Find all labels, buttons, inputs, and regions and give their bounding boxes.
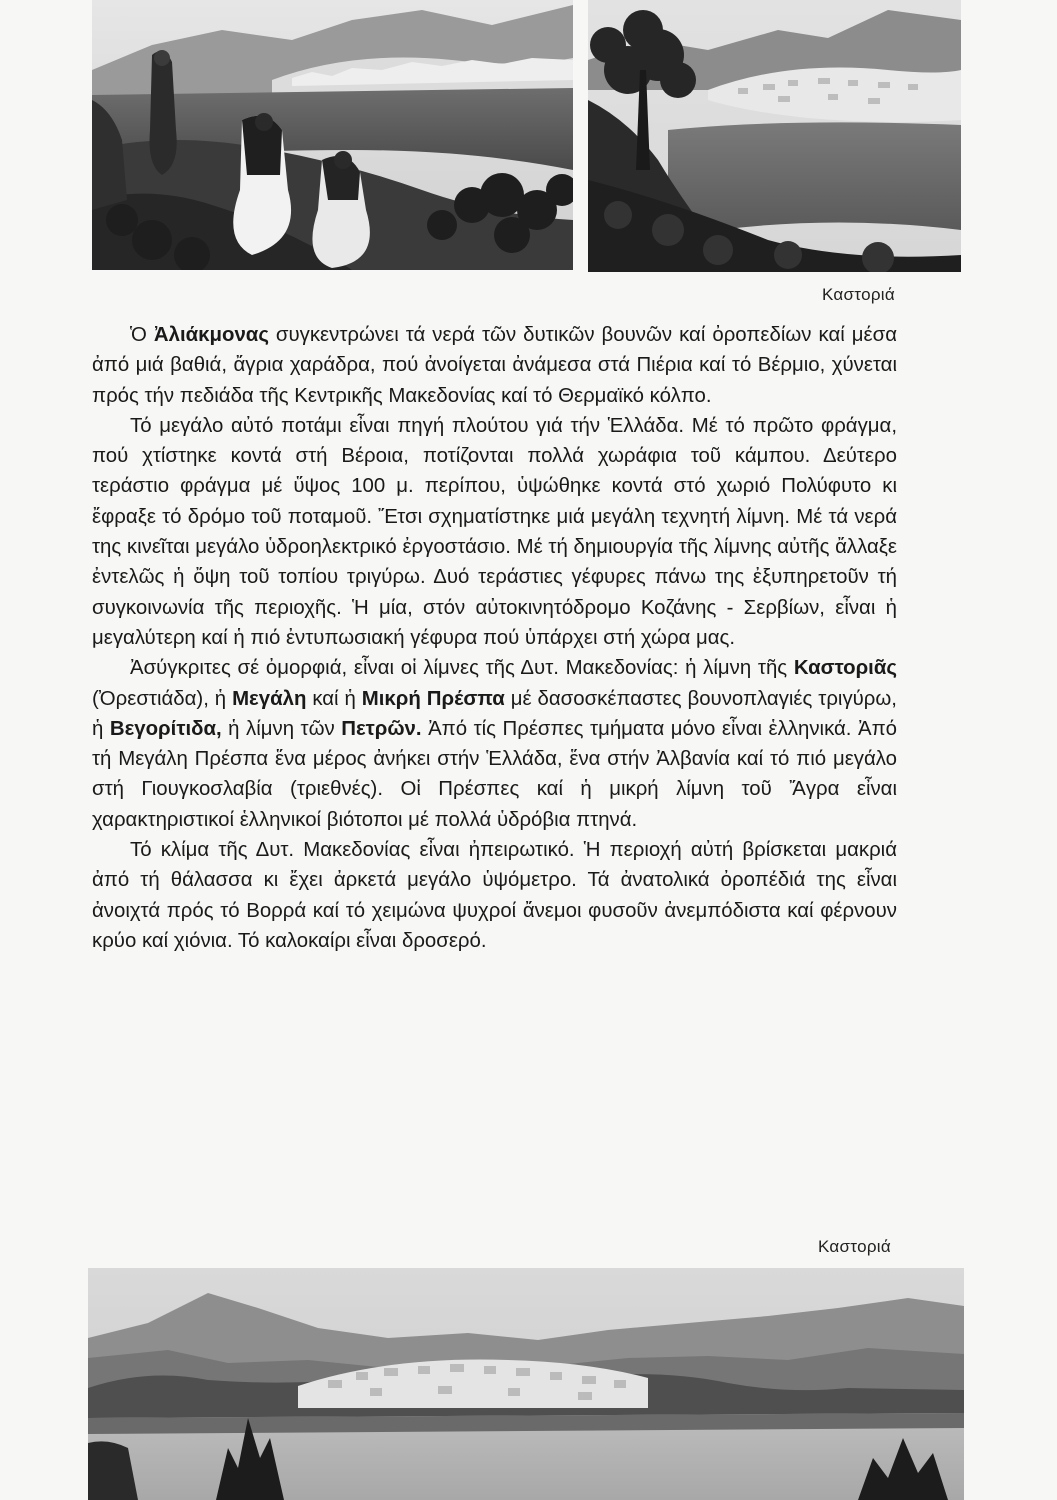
text-segment: ἡ λίμνη τῶν	[221, 717, 342, 740]
emphasized-term: Πετρῶν.	[341, 717, 422, 740]
photo-women-above-lake	[92, 0, 573, 270]
emphasized-term: Μεγάλη	[232, 687, 307, 710]
text-segment: Τό μεγάλο αὐτό ποτάμι εἶναι πηγή πλούτου γιά τήν Ἑλλάδα. Μέ τό πρῶτο φράγμα, πού χτίστηκε κοντά στή Βέροια, ποτίζονται πολλά χωράφια τοῦ κάμπου. Δεύτερο τεράστιο φράγμα μέ ὕψος 100 μ. περίπου, ὑψώθηκε κοντά στό χωριό Πολύφυτο κι ἔφραξε τό δρόμο τοῦ ποταμοῦ. Ἔτσι σχηματίστηκε μιά μεγάλη τεχνητή λίμνη. Μέ τά νερά της κινεῖται μεγάλο ὑδροηλεκτρικό ἐργοστάσιο. Μέ τή δημιουργία τῆς λίμνης αὐτῆς ἄλλαξε ἐντελῶς ἡ ὄψη τοῦ τοπίου τριγύρω. Δυό τεράστιες γέφυρες πάνω της ἐξυπηρετοῦν τή συγκοινωνία τῆς περιοχῆς. Ἡ μία, στόν αὐτοκινητόδρομο Κοζάνης - Σερβίων, εἶναι ἡ μεγαλύτερη καί ἡ πιό ἐντυπωσιακή γέφυρα πού ὑπάρχει στή χώρα μας.	[92, 414, 897, 649]
emphasized-term: Μικρή Πρέσπα	[361, 687, 505, 710]
emphasized-term: Βεγορίτιδα,	[109, 717, 222, 740]
photo-caption: Καστοριά	[817, 1237, 891, 1256]
photo-kastoria-town-with-tree-image	[588, 0, 961, 272]
article-body	[92, 320, 897, 956]
emphasized-term: Καστοριᾶς	[793, 657, 897, 680]
paragraph	[92, 653, 897, 835]
emphasized-term: Ἀλιάκμονας	[153, 324, 269, 346]
text-segment: Τό κλίμα τῆς Δυτ. Μακεδονίας εἶναι ἠπειρωτικό. Ἡ περιοχή αὐτή βρίσκεται μακριά ἀπό τή θάλασσα κι ἔχει ἀρκετά μεγάλο ὑψόμετρο. Τά ἀνατολικά ὀροπέδιά της εἶναι ἀνοιχτά πρός τό Βορρά καί τό χειμώνα ψυχροί ἄνεμοι φυσοῦν ἀνεμπόδιστα καί φέρνουν κρύο καί χιόνια. Τό καλοκαίρι εἶναι δροσερό.	[92, 839, 897, 952]
photo-kastoria-panorama-image	[88, 1268, 964, 1500]
paragraph	[92, 835, 897, 956]
text-segment: καί ἡ	[306, 687, 362, 710]
text-segment: συγκεντρώνει τά νερά τῶν δυτικῶν βουνῶν καί ὀροπεδίων καί μέσα ἀπό μιά βαθιά, ἄγρια χαράδρα, πού ἀνοίγεται ἀνάμεσα στά Πιέρια καί τό Βέρμιο, χύνεται πρός τήν πεδιάδα τῆς Κεντρικῆς Μακεδονίας καί τό Θερμαϊκό κόλπο.	[92, 324, 897, 407]
text-segment: Ἀπό τίς Πρέσπες τμήματα μόνο εἶναι ἑλληνικά. Ἀπό τή Μεγάλη Πρέσπα ἕνα μέρος ἀνήκει στήν Ἑλλάδα, ἕνα στήν Ἀλβανία καί τό πιό μεγάλο στή Γιουγκοσλαβία (τριεθνές). Οἱ Πρέσπες καί ἡ μικρή λίμνη τοῦ Ἄγρα εἶναι χαρακτηριστικοί ἑλληνικοί βιότοποι μέ πολλά ὑδρόβια πτηνά.	[92, 717, 897, 831]
photo-caption: Καστοριά	[821, 285, 895, 304]
photo-kastoria-town-with-tree	[588, 0, 961, 272]
photo-kastoria-panorama	[88, 1268, 964, 1500]
photo-women-above-lake-image	[92, 0, 573, 270]
paragraph	[92, 320, 897, 411]
text-segment: μέ δασοσκέπαστες βουνοπλαγιές τριγύρω, ἡ	[92, 687, 897, 740]
paragraph	[92, 411, 897, 653]
text-segment: Ὁ	[130, 324, 154, 346]
text-segment: (Ὀρεστιάδα), ἡ	[92, 687, 233, 710]
text-segment: Ἀσύγκριτες σέ ὀμορφιά, εἶναι οἱ λίμνες τῆς Δυτ. Μακεδονίας: ἡ λίμνη τῆς	[130, 657, 794, 680]
